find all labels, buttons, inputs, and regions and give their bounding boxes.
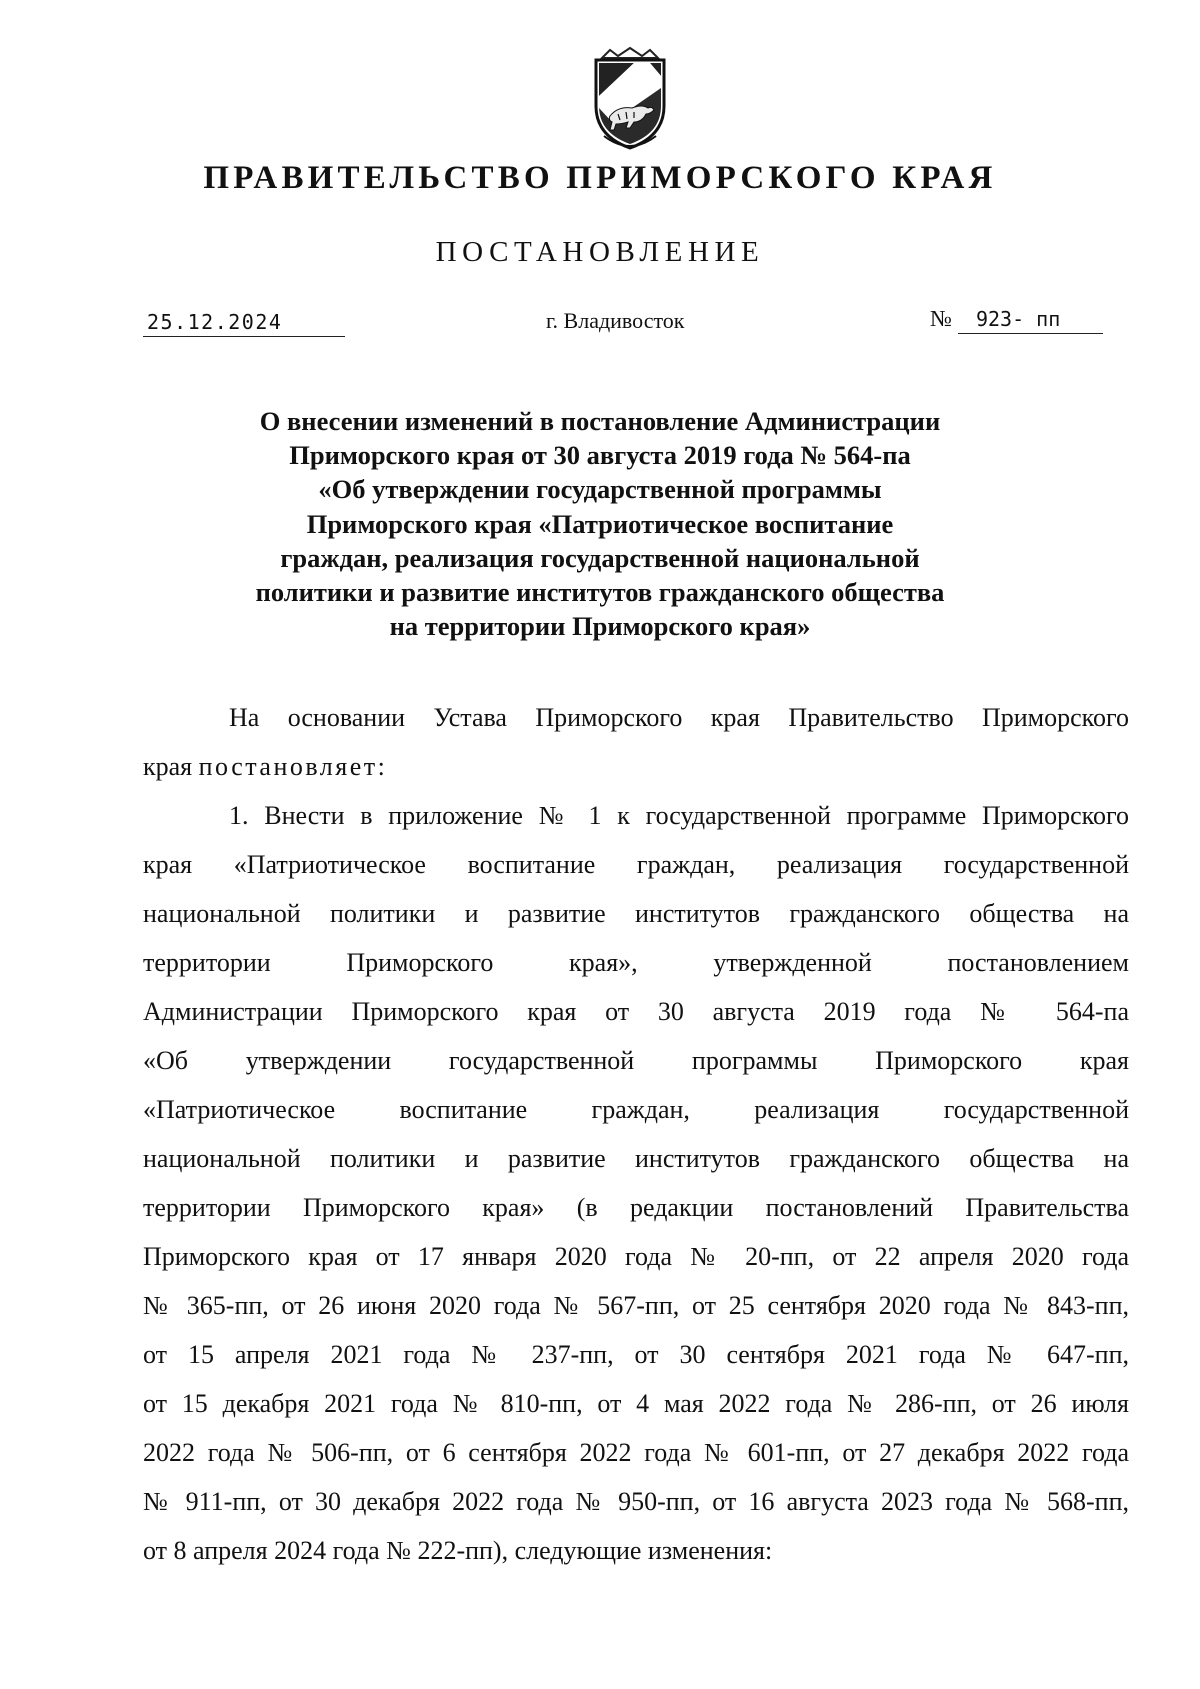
body-line: от 8 апреля 2024 года № 222-пп), следующие изменения: xyxy=(143,1536,773,1565)
heading-line: «Об утверждении государственной программы xyxy=(318,474,882,505)
number-value: 923- пп xyxy=(958,307,1103,334)
heading-line: политики и развитие институтов гражданского общества xyxy=(255,577,945,608)
heading-line: О внесении изменений в постановление Администрации xyxy=(259,406,941,436)
document-date: 25.12.2024 xyxy=(143,310,345,337)
government-title: ПРАВИТЕЛЬСТВО ПРИМОРСКОГО КРАЯ xyxy=(203,160,997,196)
body-line: «Патриотическое воспитание граждан, реализация государственной xyxy=(143,1095,1129,1124)
body-line: 2022 года № 506-пп, от 6 сентября 2022 года № 601-пп, от 27 декабря 2022 года xyxy=(143,1438,1129,1467)
body-line: Администрации Приморского края от 30 августа 2019 года № 564-па xyxy=(143,997,1129,1026)
body-line: «Об утверждении государственной программы Приморского края xyxy=(143,1046,1129,1075)
document-heading xyxy=(150,404,1050,643)
body-line: края «Патриотическое воспитание граждан, реализация государственной xyxy=(143,850,1129,879)
document-city: г. Владивосток xyxy=(546,308,685,333)
body-line: от 15 апреля 2021 года № 237-пп, от 30 сентября 2021 года № 647-пп, xyxy=(143,1340,1129,1369)
heading-line: на территории Приморского края» xyxy=(389,611,811,642)
body-line: территории Приморского края», утвержденной постановлением xyxy=(143,948,1129,977)
body-line: 1. Внести в приложение № 1 к государственной программе Приморского xyxy=(229,801,1129,830)
body-line: На основании Устава Приморского края Правительство Приморского xyxy=(229,703,1129,732)
heading-line: Приморского края «Патриотическое воспитание xyxy=(306,508,894,539)
heading-line: Приморского края от 30 августа 2019 года № 564-па xyxy=(289,440,911,471)
document-type: ПОСТАНОВЛЕНИЕ xyxy=(435,236,765,268)
body-line: Приморского края от 17 января 2020 года № 20-пп, от 22 апреля 2020 года xyxy=(143,1242,1129,1271)
body-line: территории Приморского края» (в редакции постановлений Правительства xyxy=(143,1193,1129,1222)
heading-line: граждан, реализация государственной национальной xyxy=(280,542,920,573)
body-line: № 365-пп, от 26 июня 2020 года № 567-пп, от 25 сентября 2020 года № 843-пп, xyxy=(143,1291,1129,1320)
body-text: края xyxy=(143,752,199,781)
body-line xyxy=(143,752,1129,782)
number-label: № xyxy=(930,306,952,331)
body-line: национальной политики и развитие институтов гражданского общества на xyxy=(143,1144,1129,1173)
body-line: № 911-пп, от 30 декабря 2022 года № 950-пп, от 16 августа 2023 года № 568-пп, xyxy=(143,1487,1129,1516)
body-emphasis: постановляет: xyxy=(198,752,388,781)
body-line: от 15 декабря 2021 года № 810-пп, от 4 мая 2022 года № 286-пп, от 26 июля xyxy=(143,1389,1129,1418)
coat-of-arms-icon xyxy=(582,44,678,154)
document-number xyxy=(930,306,1103,334)
body-line: национальной политики и развитие институтов гражданского общества на xyxy=(143,899,1129,928)
